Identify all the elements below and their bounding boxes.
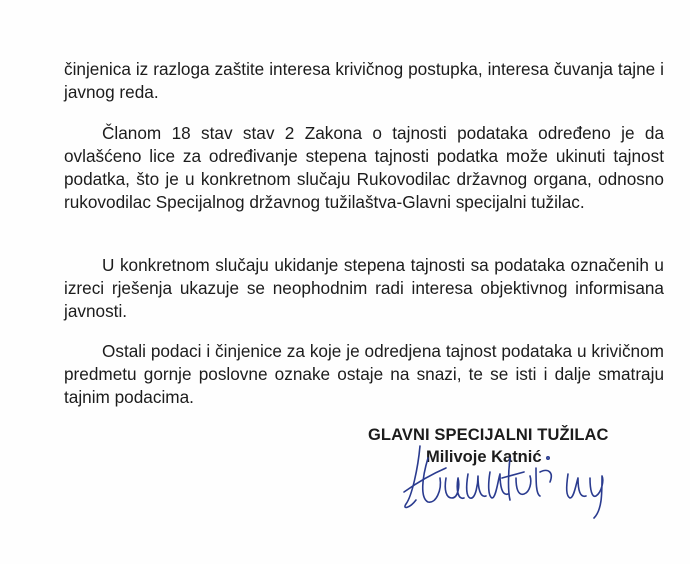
handwritten-signature — [398, 438, 638, 528]
signatory-name: Milivoje Katnić — [426, 448, 542, 466]
paragraph-2: Članom 18 stav stav 2 Zakona o tajnosti podataka određeno je da ovlašćeno lice za određivanje stepena tajnosti podatka može ukinuti tajnost podatka, što je u konkretnom slučaju Rukovodilac državnog organa, odnosno rukovodilac Specijalnog državnog tužilaštva-Glavni specijalni tužilac. — [64, 123, 664, 212]
signatory-title: GLAVNI SPECIJALNI TUŽILAC — [368, 426, 609, 444]
paragraph-4: Ostali podaci i činjenice za koje je odredjena tajnost podataka u krivičnom predmetu gornje poslovne oznake ostaje na snazi, te se isti i dalje smatraju tajnim podacima. — [64, 341, 664, 407]
paragraph-3: U konkretnom slučaju ukidanje stepena tajnosti sa podataka označenih u izreci rješenja ukazuje se neophodnim radi interesa objektivnog informisana javnosti. — [64, 255, 664, 321]
paragraph-1: činjenica iz razloga zaštite interesa krivičnog postupka, interesa čuvanja tajne i javnog reda. — [64, 59, 664, 102]
